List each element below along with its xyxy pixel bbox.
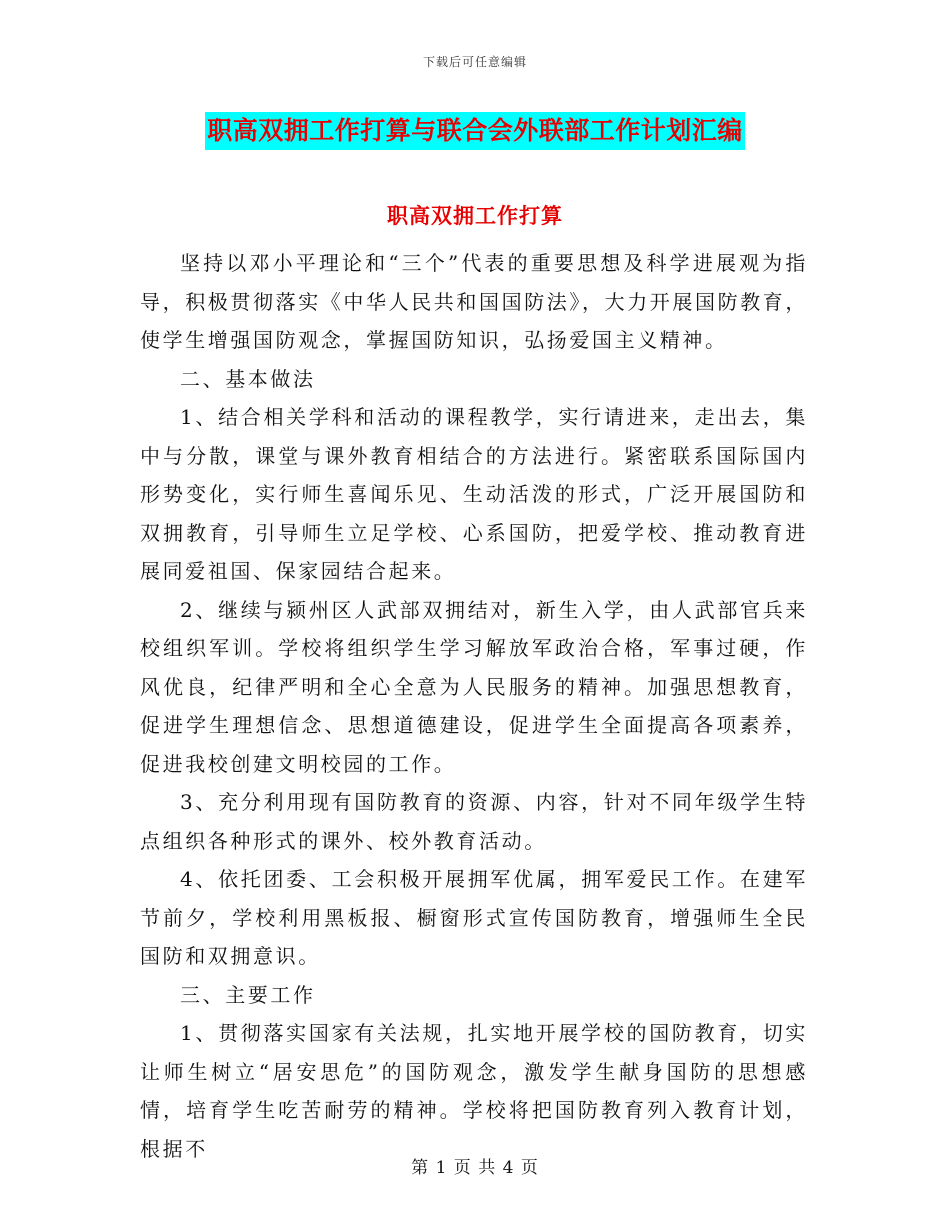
- paragraph: 4、依托团委、工会积极开展拥军优属，拥军爱民工作。在建军节前夕，学校利用黑板报、橱窗形式宣传国防教育，增强师生全民国防和双拥意识。: [140, 867, 808, 968]
- section-heading: 三、主要工作: [180, 982, 316, 1007]
- main-title: 职高双拥工作打算与联合会外联部工作计划汇编: [205, 112, 745, 150]
- paragraph: 1、贯彻落实国家有关法规，扎实地开展学校的国防教育，切实让师生树立“居安思危”的国防观念，激发学生献身国防的思想感情，培育学生吃苦耐劳的精神。学校将把国防教育列入教育计划，根据不: [140, 1021, 808, 1161]
- section-heading: 二、基本做法: [180, 366, 316, 391]
- section-title: 职高双拥工作打算: [387, 203, 563, 228]
- paragraph: 坚持以邓小平理论和“三个”代表的重要思想及科学进展观为指导，积极贯彻落实《中华人民共和国国防法》，大力开展国防教育，使学生增强国防观念，掌握国防知识，弘扬爱国主义精神。: [140, 251, 808, 352]
- paragraph: 1、结合相关学科和活动的课程教学，实行请进来，走出去，集中与分散，课堂与课外教育相结合的方法进行。紧密联系国际国内形势变化，实行师生喜闻乐见、生动活泼的形式，广泛开展国防和双拥教育，引导师生立足学校、心系国防，把爱学校、推动教育进展同爱祖国、保家园结合起来。: [140, 405, 808, 583]
- page-number: 第 1 页 共 4 页: [411, 1158, 539, 1178]
- main-title-container: [0, 112, 950, 150]
- header-note: 下载后可任意编辑: [422, 55, 527, 69]
- paragraph: 3、充分利用现有国防教育的资源、内容，针对不同年级学生特点组织各种形式的课外、校外教育活动。: [140, 790, 808, 853]
- paragraph: 2、继续与颍州区人武部双拥结对，新生入学，由人武部官兵来校组织军训。学校将组织学生学习解放军政治合格，军事过硬，作风优良，纪律严明和全心全意为人民服务的精神。加强思想教育，促进学生理想信念、思想道德建设，促进学生全面提高各项素养，促进我校创建文明校园的工作。: [140, 597, 808, 776]
- body-text: [140, 244, 808, 1168]
